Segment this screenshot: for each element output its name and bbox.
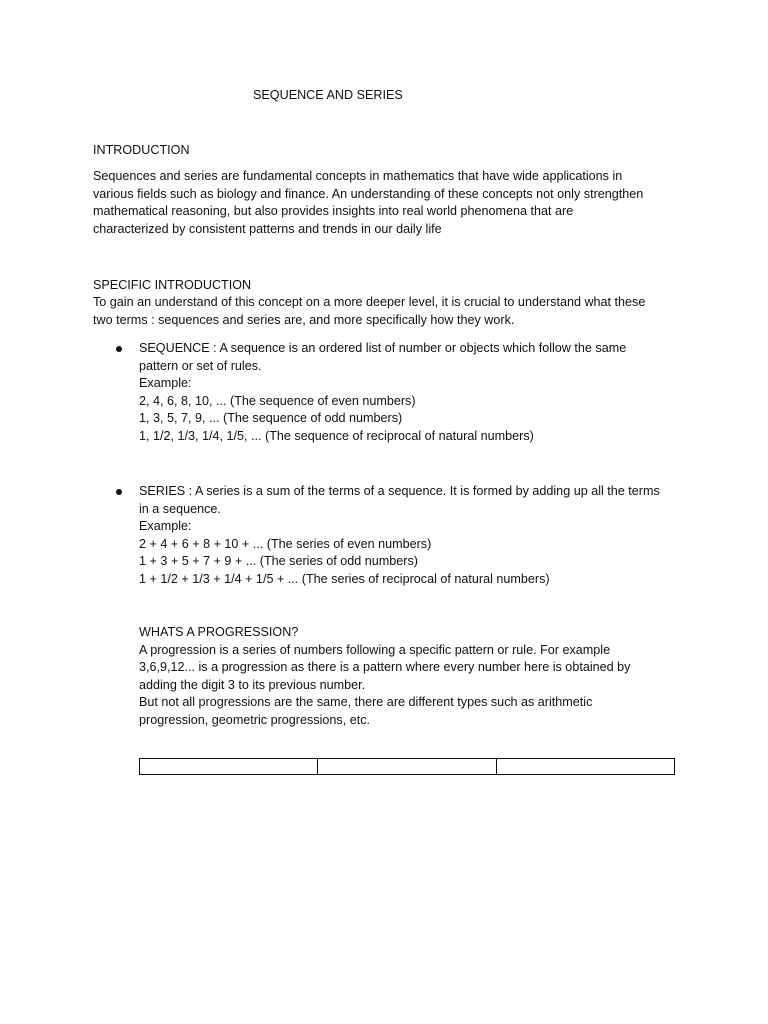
bullet-icon bbox=[116, 489, 122, 495]
bullet-line: Example: bbox=[139, 376, 192, 391]
empty-table bbox=[139, 758, 675, 775]
paragraph-line: two terms : sequences and series are, and more specifically how they work. bbox=[93, 312, 515, 327]
bullet-icon bbox=[116, 346, 122, 352]
progression-line: A progression is a series of numbers following a specific pattern or rule. For example bbox=[139, 642, 611, 657]
bullet-line: Example: bbox=[139, 519, 192, 534]
progression-heading: WHATS A PROGRESSION? bbox=[139, 625, 299, 639]
bullet-line: in a sequence. bbox=[139, 501, 221, 516]
document-title: SEQUENCE AND SERIES bbox=[253, 88, 403, 102]
bullet-line: SEQUENCE : A sequence is an ordered list of number or objects which follow the same bbox=[139, 341, 627, 355]
paragraph-line: various fields such as biology and finance. An understanding of these concepts not only strengthen bbox=[93, 186, 644, 201]
specific-introduction-heading: SPECIFIC INTRODUCTION bbox=[93, 278, 252, 292]
specific-introduction-paragraph bbox=[93, 294, 673, 329]
progression-line: progression, geometric progressions, etc. bbox=[139, 712, 370, 727]
bullet-line: pattern or set of rules. bbox=[139, 358, 262, 373]
progression-line: 3,6,9,12... is a progression as there is a pattern where every number here is obtained by bbox=[139, 660, 631, 675]
paragraph-line: mathematical reasoning, but also provides insights into real world phenomena that are bbox=[93, 204, 574, 219]
series-bullet bbox=[139, 483, 684, 589]
table-cell bbox=[318, 759, 496, 775]
paragraph-line: characterized by consistent patterns and trends in our daily life bbox=[93, 221, 442, 236]
bullet-line: 2, 4, 6, 8, 10, ... (The sequence of even numbers) bbox=[139, 393, 416, 408]
bullet-line: 1, 1/2, 1/3, 1/4, 1/5, ... (The sequence of reciprocal of natural numbers) bbox=[139, 428, 534, 443]
progression-section bbox=[139, 624, 684, 730]
bullet-line: 1 + 3 + 5 + 7 + 9 + ... (The series of odd numbers) bbox=[139, 554, 418, 569]
bullet-line: 1 + 1/2 + 1/3 + 1/4 + 1/5 + ... (The series of reciprocal of natural numbers) bbox=[139, 571, 550, 586]
progression-line: adding the digit 3 to its previous number. bbox=[139, 677, 366, 692]
bullet-line: SERIES : A series is a sum of the terms of a sequence. It is formed by adding up all the terms bbox=[139, 484, 660, 498]
paragraph-line: Sequences and series are fundamental concepts in mathematics that have wide applications in bbox=[93, 169, 623, 183]
paragraph-line: To gain an understand of this concept on a more deeper level, it is crucial to understand what these bbox=[93, 295, 646, 309]
progression-line: But not all progressions are the same, there are different types such as arithmetic bbox=[139, 695, 593, 710]
bullet-line: 2 + 4 + 6 + 8 + 10 + ... (The series of even numbers) bbox=[139, 536, 432, 551]
sequence-bullet bbox=[139, 340, 684, 446]
introduction-heading: INTRODUCTION bbox=[93, 143, 190, 157]
table-row bbox=[140, 759, 675, 775]
bullet-line: 1, 3, 5, 7, 9, ... (The sequence of odd numbers) bbox=[139, 411, 403, 426]
table-cell bbox=[140, 759, 318, 775]
introduction-paragraph bbox=[93, 168, 673, 238]
table-cell bbox=[496, 759, 674, 775]
